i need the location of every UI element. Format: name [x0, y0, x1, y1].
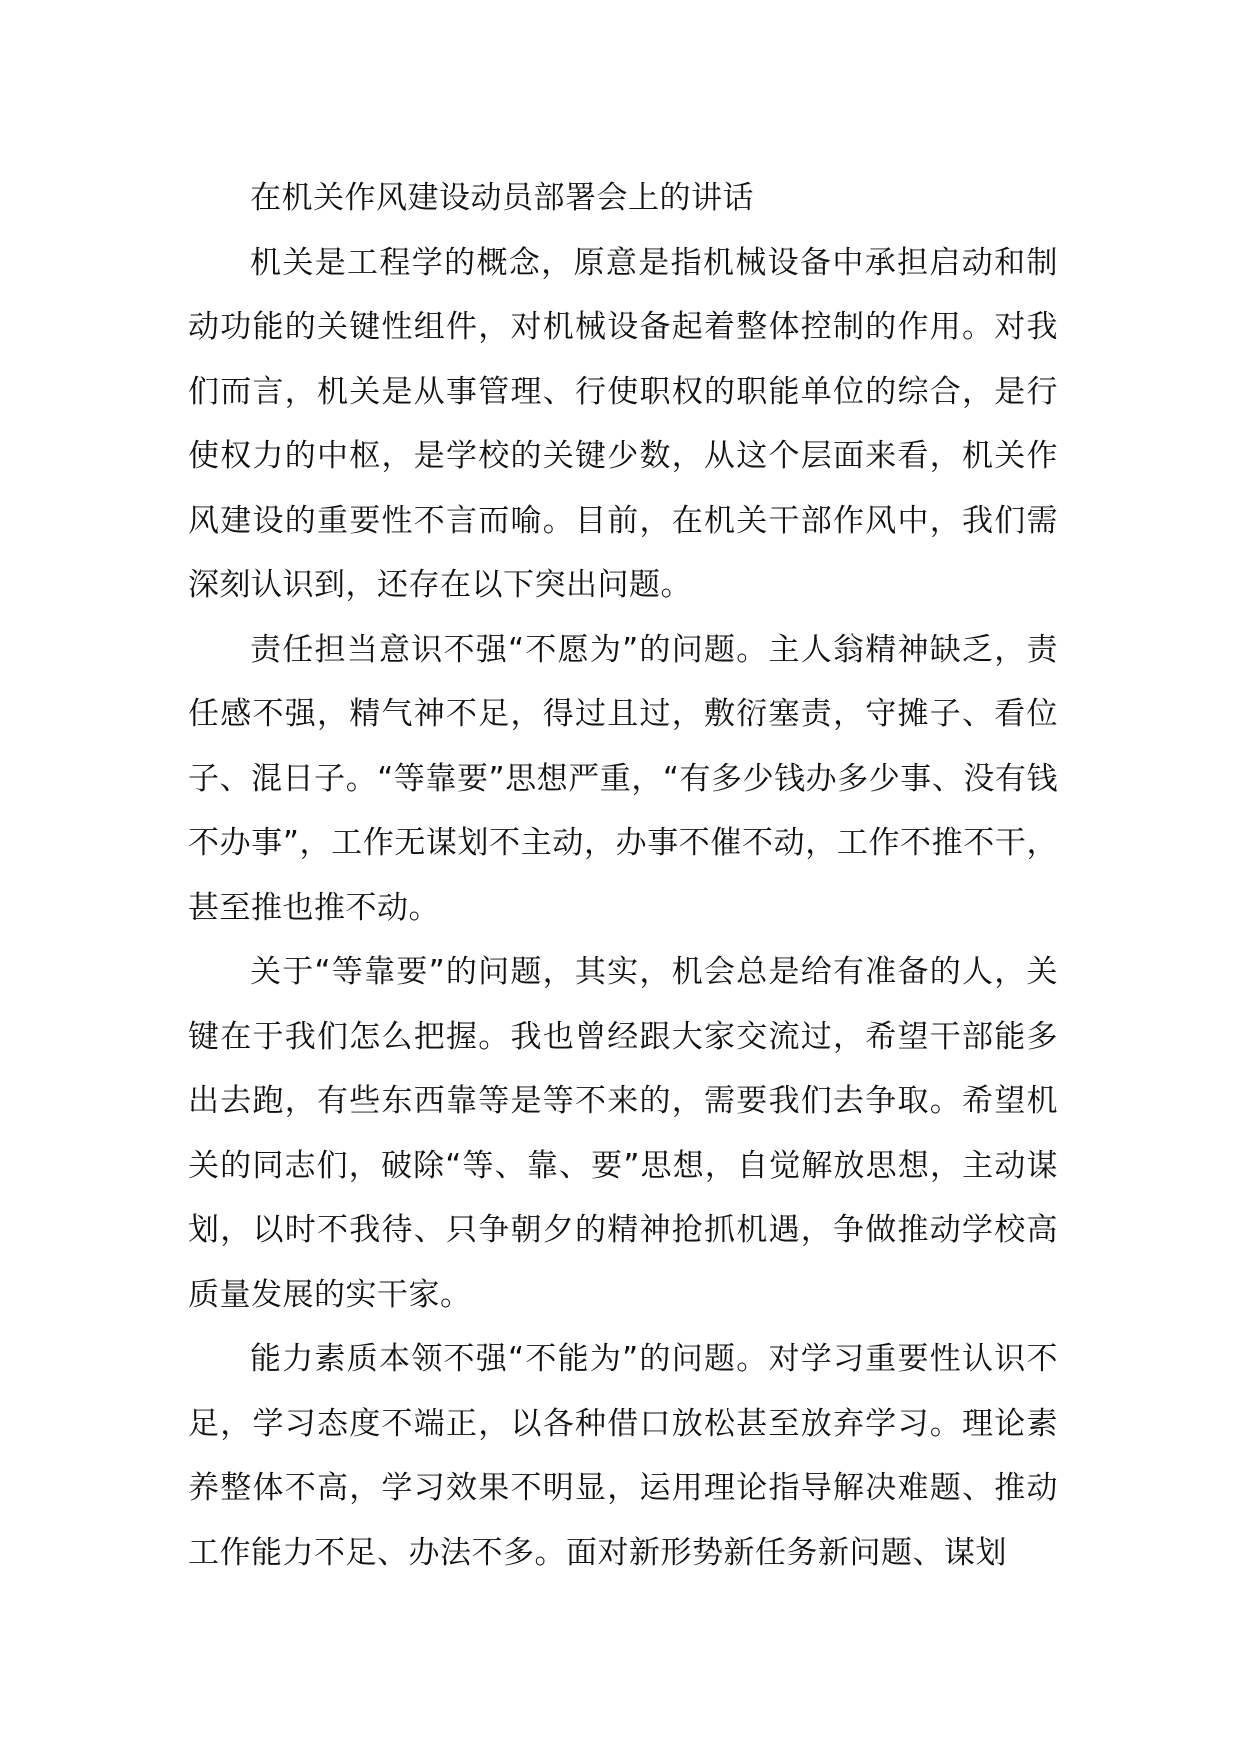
paragraph-intro: 机关是工程学的概念，原意是指机械设备中承担启动和制动功能的关键性组件，对机械设备起着整体控制的作用。对我们而言，机关是从事管理、行使职权的职能单位的综合，是行使权力的中枢，是学校的关键少数，从这个层面来看，机关作风建设的重要性不言而喻。目前，在机关干部作风中，我们需深刻认识到，还存在以下突出问题。 [188, 244, 1058, 603]
document-title: 在机关作风建设动员部署会上的讲话 [250, 180, 754, 216]
paragraph-responsibility: 责任担当意识不强“不愿为”的问题。主人翁精神缺乏，责任感不强，精气神不足，得过且过，敷衍塞责，守摊子、看位子、混日子。“等靠要”思想严重，“有多少钱办多少事、没有钱不办事”，工作无谋划不主动，办事不催不动，工作不推不干，甚至推也推不动。 [188, 631, 1058, 926]
paragraph-waiting-relying: 关于“等靠要”的问题，其实，机会总是给有准备的人，关键在于我们怎么把握。我也曾经跟大家交流过，希望干部能多出去跑，有些东西靠等是等不来的，需要我们去争取。希望机关的同志们，破除“等、靠、要”思想，自觉解放思想，主动谋划，以时不我待、只争朝夕的精神抢抓机遇，争做推动学校高质量发展的实干家。 [188, 954, 1058, 1313]
paragraph-ability: 能力素质本领不强“不能为”的问题。对学习重要性认识不足，学习态度不端正，以各种借口放松甚至放弃学习。理论素养整体不高，学习效果不明显，运用理论指导解决难题、推动工作能力不足、办法不多。面对新形势新任务新问题、谋划 [188, 1341, 1058, 1571]
document-body [188, 166, 1058, 1585]
